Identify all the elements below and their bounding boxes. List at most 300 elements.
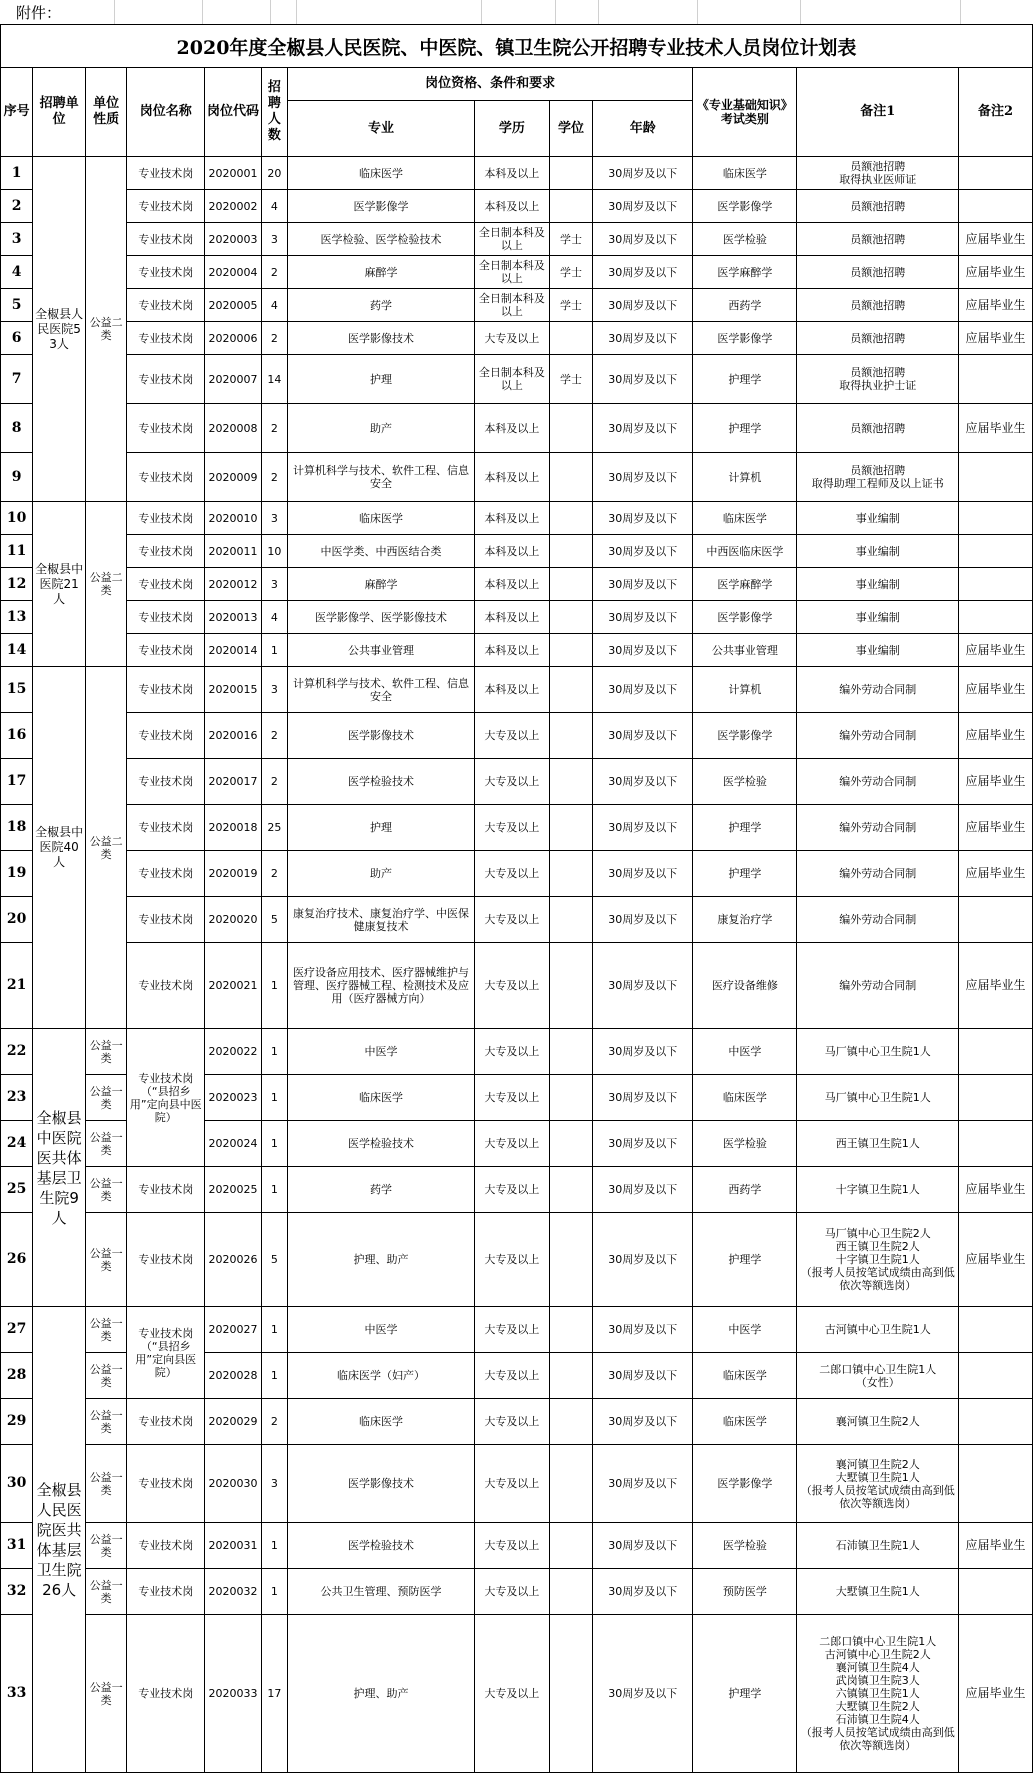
row-age: 30周岁及以下 [593, 289, 693, 322]
row-major: 护理、助产 [288, 1213, 475, 1307]
header-post-name: 岗位名称 [127, 68, 205, 157]
row-major: 计算机科学与技术、软件工程、信息安全 [288, 453, 475, 502]
row-count: 5 [261, 1213, 287, 1307]
row-post-code: 2020014 [205, 634, 262, 667]
row-major: 医学影像学 [288, 190, 475, 223]
row-degree [549, 190, 592, 223]
row-degree [549, 1445, 592, 1523]
table-row [1, 289, 1033, 322]
row-post-code: 2020023 [205, 1075, 262, 1121]
row-count: 1 [261, 1569, 287, 1615]
row-note2 [959, 157, 1033, 190]
row-education: 全日制本科及以上 [475, 289, 550, 322]
row-post-code: 2020002 [205, 190, 262, 223]
row-nature: 公益一类 [85, 1569, 126, 1615]
row-major: 医学检验、医学检验技术 [288, 223, 475, 256]
row-exam: 康复治疗学 [693, 897, 797, 943]
row-note2 [959, 601, 1033, 634]
row-count: 2 [261, 404, 287, 453]
row-count: 3 [261, 667, 287, 713]
row-major: 助产 [288, 851, 475, 897]
row-degree [549, 805, 592, 851]
row-exam: 计算机 [693, 667, 797, 713]
header-degree: 学位 [549, 101, 592, 157]
row-education: 本科及以上 [475, 190, 550, 223]
row-note1: 员额池招聘 取得执业护士证 [797, 355, 959, 404]
row-count: 3 [261, 1445, 287, 1523]
row-note2: 应届毕业生 [959, 667, 1033, 713]
row-post-code: 2020009 [205, 453, 262, 502]
row-education: 本科及以上 [475, 667, 550, 713]
row-major: 医学检验技术 [288, 759, 475, 805]
row-age: 30周岁及以下 [593, 404, 693, 453]
row-post-name: 专业技术岗 [127, 1167, 205, 1213]
row-exam: 医学检验 [693, 223, 797, 256]
row-note2 [959, 502, 1033, 535]
row-education: 大专及以上 [475, 1213, 550, 1307]
table-row [1, 851, 1033, 897]
row-exam: 医学麻醉学 [693, 568, 797, 601]
row-seq: 3 [1, 223, 33, 256]
row-post-name: 专业技术岗 [127, 851, 205, 897]
row-note2 [959, 535, 1033, 568]
row-post-code: 2020008 [205, 404, 262, 453]
table-row [1, 1569, 1033, 1615]
row-note2 [959, 1399, 1033, 1445]
row-education: 大专及以上 [475, 1445, 550, 1523]
attachment-label: 附件： [16, 4, 62, 22]
row-seq: 2 [1, 190, 33, 223]
row-note2: 应届毕业生 [959, 289, 1033, 322]
row-post-code: 2020033 [205, 1615, 262, 1773]
row-seq: 9 [1, 453, 33, 502]
row-seq: 24 [1, 1121, 33, 1167]
row-exam: 临床医学 [693, 502, 797, 535]
row-exam: 医学影像学 [693, 1445, 797, 1523]
unit-group-4: 全椒县中医院医共体基层卫生院9人 [33, 1029, 86, 1307]
row-post-name: 专业技术岗 [127, 157, 205, 190]
row-exam: 公共事业管理 [693, 634, 797, 667]
row-exam: 中医学 [693, 1307, 797, 1353]
row-nature: 公益一类 [85, 1029, 126, 1075]
row-exam: 医学影像学 [693, 190, 797, 223]
row-post-code: 2020025 [205, 1167, 262, 1213]
row-seq: 29 [1, 1399, 33, 1445]
row-post-code: 2020024 [205, 1121, 262, 1167]
row-major: 康复治疗技术、康复治疗学、中医保健康复技术 [288, 897, 475, 943]
row-seq: 11 [1, 535, 33, 568]
row-count: 2 [261, 1399, 287, 1445]
row-exam: 护理学 [693, 1213, 797, 1307]
row-note2: 应届毕业生 [959, 404, 1033, 453]
row-count: 3 [261, 502, 287, 535]
row-exam: 医学麻醉学 [693, 256, 797, 289]
row-count: 20 [261, 157, 287, 190]
row-seq: 23 [1, 1075, 33, 1121]
row-exam: 医学检验 [693, 759, 797, 805]
row-major: 药学 [288, 289, 475, 322]
header-unit: 招聘单位 [33, 68, 86, 157]
row-age: 30周岁及以下 [593, 1569, 693, 1615]
row-major: 计算机科学与技术、软件工程、信息安全 [288, 667, 475, 713]
row-note1: 事业编制 [797, 502, 959, 535]
table-row [1, 502, 1033, 535]
row-education: 大专及以上 [475, 322, 550, 355]
row-note1: 大墅镇卫生院1人 [797, 1569, 959, 1615]
row-count: 3 [261, 568, 287, 601]
row-age: 30周岁及以下 [593, 805, 693, 851]
row-degree [549, 1569, 592, 1615]
row-seq: 7 [1, 355, 33, 404]
row-degree [549, 1523, 592, 1569]
row-note1: 员额池招聘 [797, 289, 959, 322]
row-count: 1 [261, 1121, 287, 1167]
row-note2: 应届毕业生 [959, 1213, 1033, 1307]
row-age: 30周岁及以下 [593, 502, 693, 535]
table-row [1, 805, 1033, 851]
row-education: 大专及以上 [475, 1029, 550, 1075]
row-education: 大专及以上 [475, 851, 550, 897]
row-seq: 6 [1, 322, 33, 355]
row-exam: 医学检验 [693, 1121, 797, 1167]
row-post-name: 专业技术岗 [127, 601, 205, 634]
row-note2 [959, 453, 1033, 502]
table-row [1, 1307, 1033, 1353]
row-note1: 二郎口镇中心卫生院1人 古河镇中心卫生院2人 襄河镇卫生院4人 武岗镇卫生院3人 六镇镇卫生院1人 大墅镇卫生院2人 石沛镇卫生院4人 （报考人员按笔试成绩由高到低依次等额选岗） [797, 1615, 959, 1773]
row-degree [549, 851, 592, 897]
row-education: 大专及以上 [475, 1167, 550, 1213]
nature-group-3: 公益二类 [85, 667, 126, 1029]
row-education: 大专及以上 [475, 1075, 550, 1121]
row-age: 30周岁及以下 [593, 535, 693, 568]
row-major: 医学影像学、医学影像技术 [288, 601, 475, 634]
row-note1: 二郎口镇中心卫生院1人 （女性） [797, 1353, 959, 1399]
row-age: 30周岁及以下 [593, 1213, 693, 1307]
row-count: 1 [261, 1075, 287, 1121]
row-note2 [959, 1353, 1033, 1399]
row-major: 医学影像技术 [288, 713, 475, 759]
row-note2: 应届毕业生 [959, 1615, 1033, 1773]
row-education: 本科及以上 [475, 157, 550, 190]
row-post-name: 专业技术岗 [127, 667, 205, 713]
row-post-code: 2020028 [205, 1353, 262, 1399]
table-row [1, 943, 1033, 1029]
row-post-name: 专业技术岗 [127, 1445, 205, 1523]
row-education: 大专及以上 [475, 943, 550, 1029]
row-major: 公共卫生管理、预防医学 [288, 1569, 475, 1615]
row-count: 10 [261, 535, 287, 568]
row-age: 30周岁及以下 [593, 190, 693, 223]
row-exam: 护理学 [693, 851, 797, 897]
header-qualification-group: 岗位资格、条件和要求 [288, 68, 693, 101]
row-post-code: 2020030 [205, 1445, 262, 1523]
row-note1: 西王镇卫生院1人 [797, 1121, 959, 1167]
sheet-top-grid-row [0, 0, 1033, 25]
row-major: 临床医学（妇产） [288, 1353, 475, 1399]
table-row [1, 634, 1033, 667]
row-education: 大专及以上 [475, 1399, 550, 1445]
table-row [1, 1445, 1033, 1523]
row-note1: 编外劳动合同制 [797, 667, 959, 713]
table-row [1, 190, 1033, 223]
row-education: 大专及以上 [475, 897, 550, 943]
row-note1: 员额池招聘 [797, 223, 959, 256]
row-education: 大专及以上 [475, 1615, 550, 1773]
row-note1: 员额池招聘 [797, 256, 959, 289]
row-degree [549, 157, 592, 190]
row-age: 30周岁及以下 [593, 1615, 693, 1773]
row-seq: 4 [1, 256, 33, 289]
row-degree [549, 1075, 592, 1121]
row-post-code: 2020032 [205, 1569, 262, 1615]
row-post-code: 2020019 [205, 851, 262, 897]
row-major: 护理、助产 [288, 1615, 475, 1773]
row-nature: 公益一类 [85, 1167, 126, 1213]
row-age: 30周岁及以下 [593, 851, 693, 897]
row-note2: 应届毕业生 [959, 805, 1033, 851]
row-seq: 12 [1, 568, 33, 601]
table-row [1, 1615, 1033, 1773]
row-post-name: 专业技术岗 [127, 713, 205, 759]
row-major: 临床医学 [288, 157, 475, 190]
row-exam: 中医学 [693, 1029, 797, 1075]
row-post-code: 2020012 [205, 568, 262, 601]
row-note2: 应届毕业生 [959, 1167, 1033, 1213]
row-count: 1 [261, 634, 287, 667]
row-post-code: 2020015 [205, 667, 262, 713]
table-row [1, 568, 1033, 601]
row-education: 本科及以上 [475, 453, 550, 502]
table-row [1, 1167, 1033, 1213]
row-education: 大专及以上 [475, 1307, 550, 1353]
row-age: 30周岁及以下 [593, 1353, 693, 1399]
row-post-code: 2020011 [205, 535, 262, 568]
row-degree [549, 535, 592, 568]
row-age: 30周岁及以下 [593, 943, 693, 1029]
row-post-name: 专业技术岗 [127, 453, 205, 502]
row-degree [549, 1353, 592, 1399]
row-seq: 5 [1, 289, 33, 322]
row-age: 30周岁及以下 [593, 713, 693, 759]
header-post-code: 岗位代码 [205, 68, 262, 157]
row-note1: 编外劳动合同制 [797, 759, 959, 805]
row-major: 护理 [288, 805, 475, 851]
table-row [1, 535, 1033, 568]
row-degree [549, 1399, 592, 1445]
row-post-name: 专业技术岗 [127, 634, 205, 667]
table-row [1, 1399, 1033, 1445]
row-education: 大专及以上 [475, 1569, 550, 1615]
row-age: 30周岁及以下 [593, 667, 693, 713]
row-exam: 中西医临床医学 [693, 535, 797, 568]
row-note2 [959, 1307, 1033, 1353]
row-post-name: 专业技术岗 [127, 289, 205, 322]
row-note1: 编外劳动合同制 [797, 805, 959, 851]
row-nature: 公益一类 [85, 1213, 126, 1307]
row-age: 30周岁及以下 [593, 759, 693, 805]
row-major: 麻醉学 [288, 568, 475, 601]
table-row [1, 601, 1033, 634]
header-age: 年龄 [593, 101, 693, 157]
row-degree [549, 1121, 592, 1167]
row-count: 2 [261, 851, 287, 897]
row-nature: 公益一类 [85, 1353, 126, 1399]
table-row [1, 897, 1033, 943]
row-note1: 员额池招聘 [797, 322, 959, 355]
row-degree [549, 568, 592, 601]
row-note1: 事业编制 [797, 568, 959, 601]
row-post-name: 专业技术岗 [127, 1399, 205, 1445]
row-major: 助产 [288, 404, 475, 453]
row-count: 14 [261, 355, 287, 404]
row-degree [549, 404, 592, 453]
row-seq: 19 [1, 851, 33, 897]
row-post-name: 专业技术岗 [127, 502, 205, 535]
row-degree [549, 667, 592, 713]
row-note1: 员额池招聘 [797, 190, 959, 223]
row-count: 1 [261, 1307, 287, 1353]
row-nature: 公益一类 [85, 1399, 126, 1445]
row-major: 麻醉学 [288, 256, 475, 289]
row-note2 [959, 1029, 1033, 1075]
row-post-code: 2020004 [205, 256, 262, 289]
row-education: 大专及以上 [475, 1523, 550, 1569]
row-count: 1 [261, 1353, 287, 1399]
row-post-code: 2020006 [205, 322, 262, 355]
row-note1: 编外劳动合同制 [797, 851, 959, 897]
row-post-code: 2020027 [205, 1307, 262, 1353]
row-note1: 襄河镇卫生院2人 大墅镇卫生院1人 （报考人员按笔试成绩由高到低依次等额选岗） [797, 1445, 959, 1523]
row-note1: 编外劳动合同制 [797, 897, 959, 943]
row-age: 30周岁及以下 [593, 1167, 693, 1213]
row-post-code: 2020021 [205, 943, 262, 1029]
row-note1: 马厂镇中心卫生院1人 [797, 1029, 959, 1075]
row-major: 临床医学 [288, 1399, 475, 1445]
row-age: 30周岁及以下 [593, 897, 693, 943]
row-exam: 临床医学 [693, 1353, 797, 1399]
nature-group-2: 公益二类 [85, 502, 126, 667]
row-note1: 员额池招聘 [797, 404, 959, 453]
row-age: 30周岁及以下 [593, 1445, 693, 1523]
row-nature: 公益一类 [85, 1445, 126, 1523]
row-post-name: 专业技术岗 [127, 805, 205, 851]
row-education: 本科及以上 [475, 634, 550, 667]
row-note1: 员额池招聘 取得助理工程师及以上证书 [797, 453, 959, 502]
table-row [1, 355, 1033, 404]
row-nature: 公益一类 [85, 1121, 126, 1167]
row-count: 25 [261, 805, 287, 851]
row-seq: 20 [1, 897, 33, 943]
row-nature: 公益一类 [85, 1075, 126, 1121]
header-nature: 单位性质 [85, 68, 126, 157]
row-seq: 13 [1, 601, 33, 634]
row-note2: 应届毕业生 [959, 322, 1033, 355]
nature-group-1: 公益二类 [85, 157, 126, 502]
row-age: 30周岁及以下 [593, 601, 693, 634]
row-seq: 15 [1, 667, 33, 713]
row-note1: 马厂镇中心卫生院1人 [797, 1075, 959, 1121]
row-age: 30周岁及以下 [593, 157, 693, 190]
row-education: 全日制本科及以上 [475, 223, 550, 256]
row-age: 30周岁及以下 [593, 453, 693, 502]
row-age: 30周岁及以下 [593, 1523, 693, 1569]
row-post-code: 2020016 [205, 713, 262, 759]
row-note1: 事业编制 [797, 535, 959, 568]
row-post-name: 专业技术岗 [127, 568, 205, 601]
row-seq: 21 [1, 943, 33, 1029]
row-education: 本科及以上 [475, 502, 550, 535]
row-note2: 应届毕业生 [959, 713, 1033, 759]
row-major: 医学检验技术 [288, 1523, 475, 1569]
row-exam: 医学检验 [693, 1523, 797, 1569]
row-degree [549, 453, 592, 502]
table-row [1, 667, 1033, 713]
header-note1: 备注1 [797, 68, 959, 157]
header-education: 学历 [475, 101, 550, 157]
table-row [1, 1213, 1033, 1307]
row-note1: 古河镇中心卫生院1人 [797, 1307, 959, 1353]
row-nature: 公益一类 [85, 1307, 126, 1353]
row-major: 临床医学 [288, 502, 475, 535]
row-age: 30周岁及以下 [593, 1075, 693, 1121]
row-count: 2 [261, 322, 287, 355]
row-education: 大专及以上 [475, 759, 550, 805]
row-note1: 十字镇卫生院1人 [797, 1167, 959, 1213]
row-age: 30周岁及以下 [593, 1399, 693, 1445]
row-note1: 石沛镇卫生院1人 [797, 1523, 959, 1569]
row-age: 30周岁及以下 [593, 223, 693, 256]
header-exam: 《专业基础知识》考试类别 [693, 68, 797, 157]
row-major: 医学检验技术 [288, 1121, 475, 1167]
row-note2 [959, 568, 1033, 601]
row-seq: 17 [1, 759, 33, 805]
row-count: 17 [261, 1615, 287, 1773]
row-count: 1 [261, 1167, 287, 1213]
row-education: 大专及以上 [475, 805, 550, 851]
table-row [1, 223, 1033, 256]
row-post-code: 2020022 [205, 1029, 262, 1075]
row-count: 1 [261, 1029, 287, 1075]
row-age: 30周岁及以下 [593, 568, 693, 601]
row-count: 2 [261, 759, 287, 805]
row-post-code: 2020031 [205, 1523, 262, 1569]
unit-group-5: 全椒县人民医院医共体基层卫生院26人 [33, 1307, 86, 1773]
row-degree [549, 943, 592, 1029]
row-exam: 临床医学 [693, 1075, 797, 1121]
header-note2: 备注2 [959, 68, 1033, 157]
row-major: 中医学 [288, 1307, 475, 1353]
row-count: 2 [261, 713, 287, 759]
row-age: 30周岁及以下 [593, 634, 693, 667]
row-post-name: 专业技术岗 [127, 322, 205, 355]
row-exam: 护理学 [693, 355, 797, 404]
row-seq: 28 [1, 1353, 33, 1399]
row-degree [549, 601, 592, 634]
row-nature: 公益一类 [85, 1523, 126, 1569]
table-row [1, 759, 1033, 805]
row-education: 大专及以上 [475, 1353, 550, 1399]
row-degree: 学士 [549, 289, 592, 322]
row-degree [549, 1307, 592, 1353]
row-note2: 应届毕业生 [959, 634, 1033, 667]
unit-group-1: 全椒县人民医院53人 [33, 157, 86, 502]
row-post-name: 专业技术岗 [127, 759, 205, 805]
row-exam: 医学影像学 [693, 322, 797, 355]
row-seq: 31 [1, 1523, 33, 1569]
row-post-name: 专业技术岗 [127, 1213, 205, 1307]
row-note1: 襄河镇卫生院2人 [797, 1399, 959, 1445]
row-note1: 事业编制 [797, 634, 959, 667]
